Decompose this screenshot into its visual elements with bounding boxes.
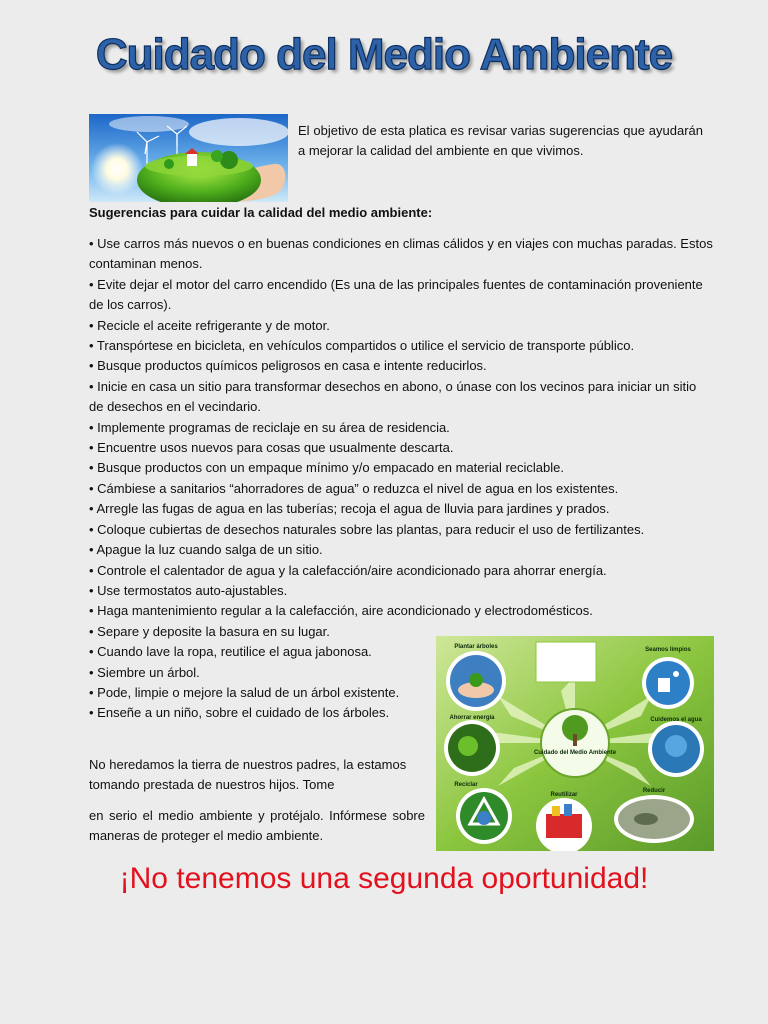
poster-seamos-label: Seamos limpios	[645, 647, 691, 653]
poster-cuidemos-label: Cuidemos el agua	[650, 717, 702, 723]
poster-reciclar-label: Reciclar	[454, 782, 478, 788]
list-item: • Evite dejar el motor del carro encendido (Es una de las principales fuentes de contaminación proveniente de los carros).	[89, 276, 703, 313]
list-item: • Recicle el aceite refrigerante y de motor.	[89, 317, 330, 333]
intro-paragraph: El objetivo de esta platica es revisar varias sugerencias que ayudarán a mejorar la calidad del ambiente en que vivimos.	[298, 123, 703, 158]
section-heading: Sugerencias para cuidar la calidad del medio ambiente:	[89, 205, 433, 220]
list-item: • Coloque cubiertas de desechos naturales sobre las plantas, para reducir el uso de fertilizantes.	[89, 521, 645, 537]
quote-paragraph: No heredamos la tierra de nuestros padres, la estamos tomando prestada de nuestros hijos. Tome	[89, 757, 407, 792]
list-item: • Cámbiese a sanitarios “ahorradores de agua” o reduzca el nivel de agua en los existentes.	[89, 480, 619, 496]
list-item: • Enseñe a un niño, sobre el cuidado de los árboles.	[89, 705, 390, 721]
list-item: • Busque productos químicos peligrosos en casa e intente reducirlos.	[89, 358, 487, 374]
poster-ahorrar-label: Ahorrar energía	[449, 715, 495, 721]
list-item: • Apague la luz cuando salga de un sitio.	[89, 542, 323, 558]
poster-reutilizar-label: Reutilizar	[550, 792, 578, 798]
hero-earth-in-hand-image	[89, 114, 288, 202]
list-item: • Implemente programas de reciclaje en su área de residencia.	[89, 419, 450, 435]
list-item: • Inicie en casa un sitio para transformar desechos en abono, o únase con los vecinos para iniciar un sitio de desechos en el vecindario.	[89, 378, 697, 415]
poster-plantar-label: Plantar árboles	[454, 644, 498, 650]
list-item: • Separe y deposite la basura en su lugar.	[89, 623, 330, 639]
page-title: Cuidado del Medio Ambiente	[95, 30, 673, 79]
quote-paragraph-continued: en serio el medio ambiente y protéjalo. Infórmese sobre maneras de proteger el medio ambiente.	[89, 808, 425, 843]
list-item: • Arregle las fugas de agua en las tuberías; recoja el agua de lluvia para jardines y prados.	[89, 501, 610, 517]
list-item: • Use carros más nuevos o en buenas condiciones en climas cálidos y en viajes con muchas paradas. Estos contaminan menos.	[89, 236, 713, 272]
list-item: • Cuando lave la ropa, reutilice el agua jabonosa.	[89, 644, 372, 660]
environment-care-poster	[436, 636, 714, 851]
list-item: • Busque productos con un empaque mínimo y/o empacado en material reciclable.	[89, 460, 564, 476]
poster-reducir-label: Reducir	[642, 788, 666, 794]
list-item: • Haga mantenimiento regular a la calefacción, aire acondicionado y electrodomésticos.	[89, 603, 593, 619]
list-item: • Use termostatos auto-ajustables.	[89, 582, 288, 598]
list-item: • Siembre un árbol.	[89, 664, 200, 680]
closing-slogan: ¡No tenemos una segunda oportunidad!	[119, 862, 649, 895]
list-item: • Controle el calentador de agua y la calefacción/aire acondicionado para ahorrar energía.	[89, 562, 607, 578]
poster-center-label: Cuidado del Medio Ambiente	[533, 750, 617, 756]
list-item: • Transpórtese en bicicleta, en vehículos compartidos o utilice el servicio de transporte público.	[89, 338, 635, 354]
list-item: • Pode, limpie o mejore la salud de un árbol existente.	[89, 684, 400, 700]
list-item: • Encuentre usos nuevos para cosas que usualmente descarta.	[89, 440, 454, 456]
